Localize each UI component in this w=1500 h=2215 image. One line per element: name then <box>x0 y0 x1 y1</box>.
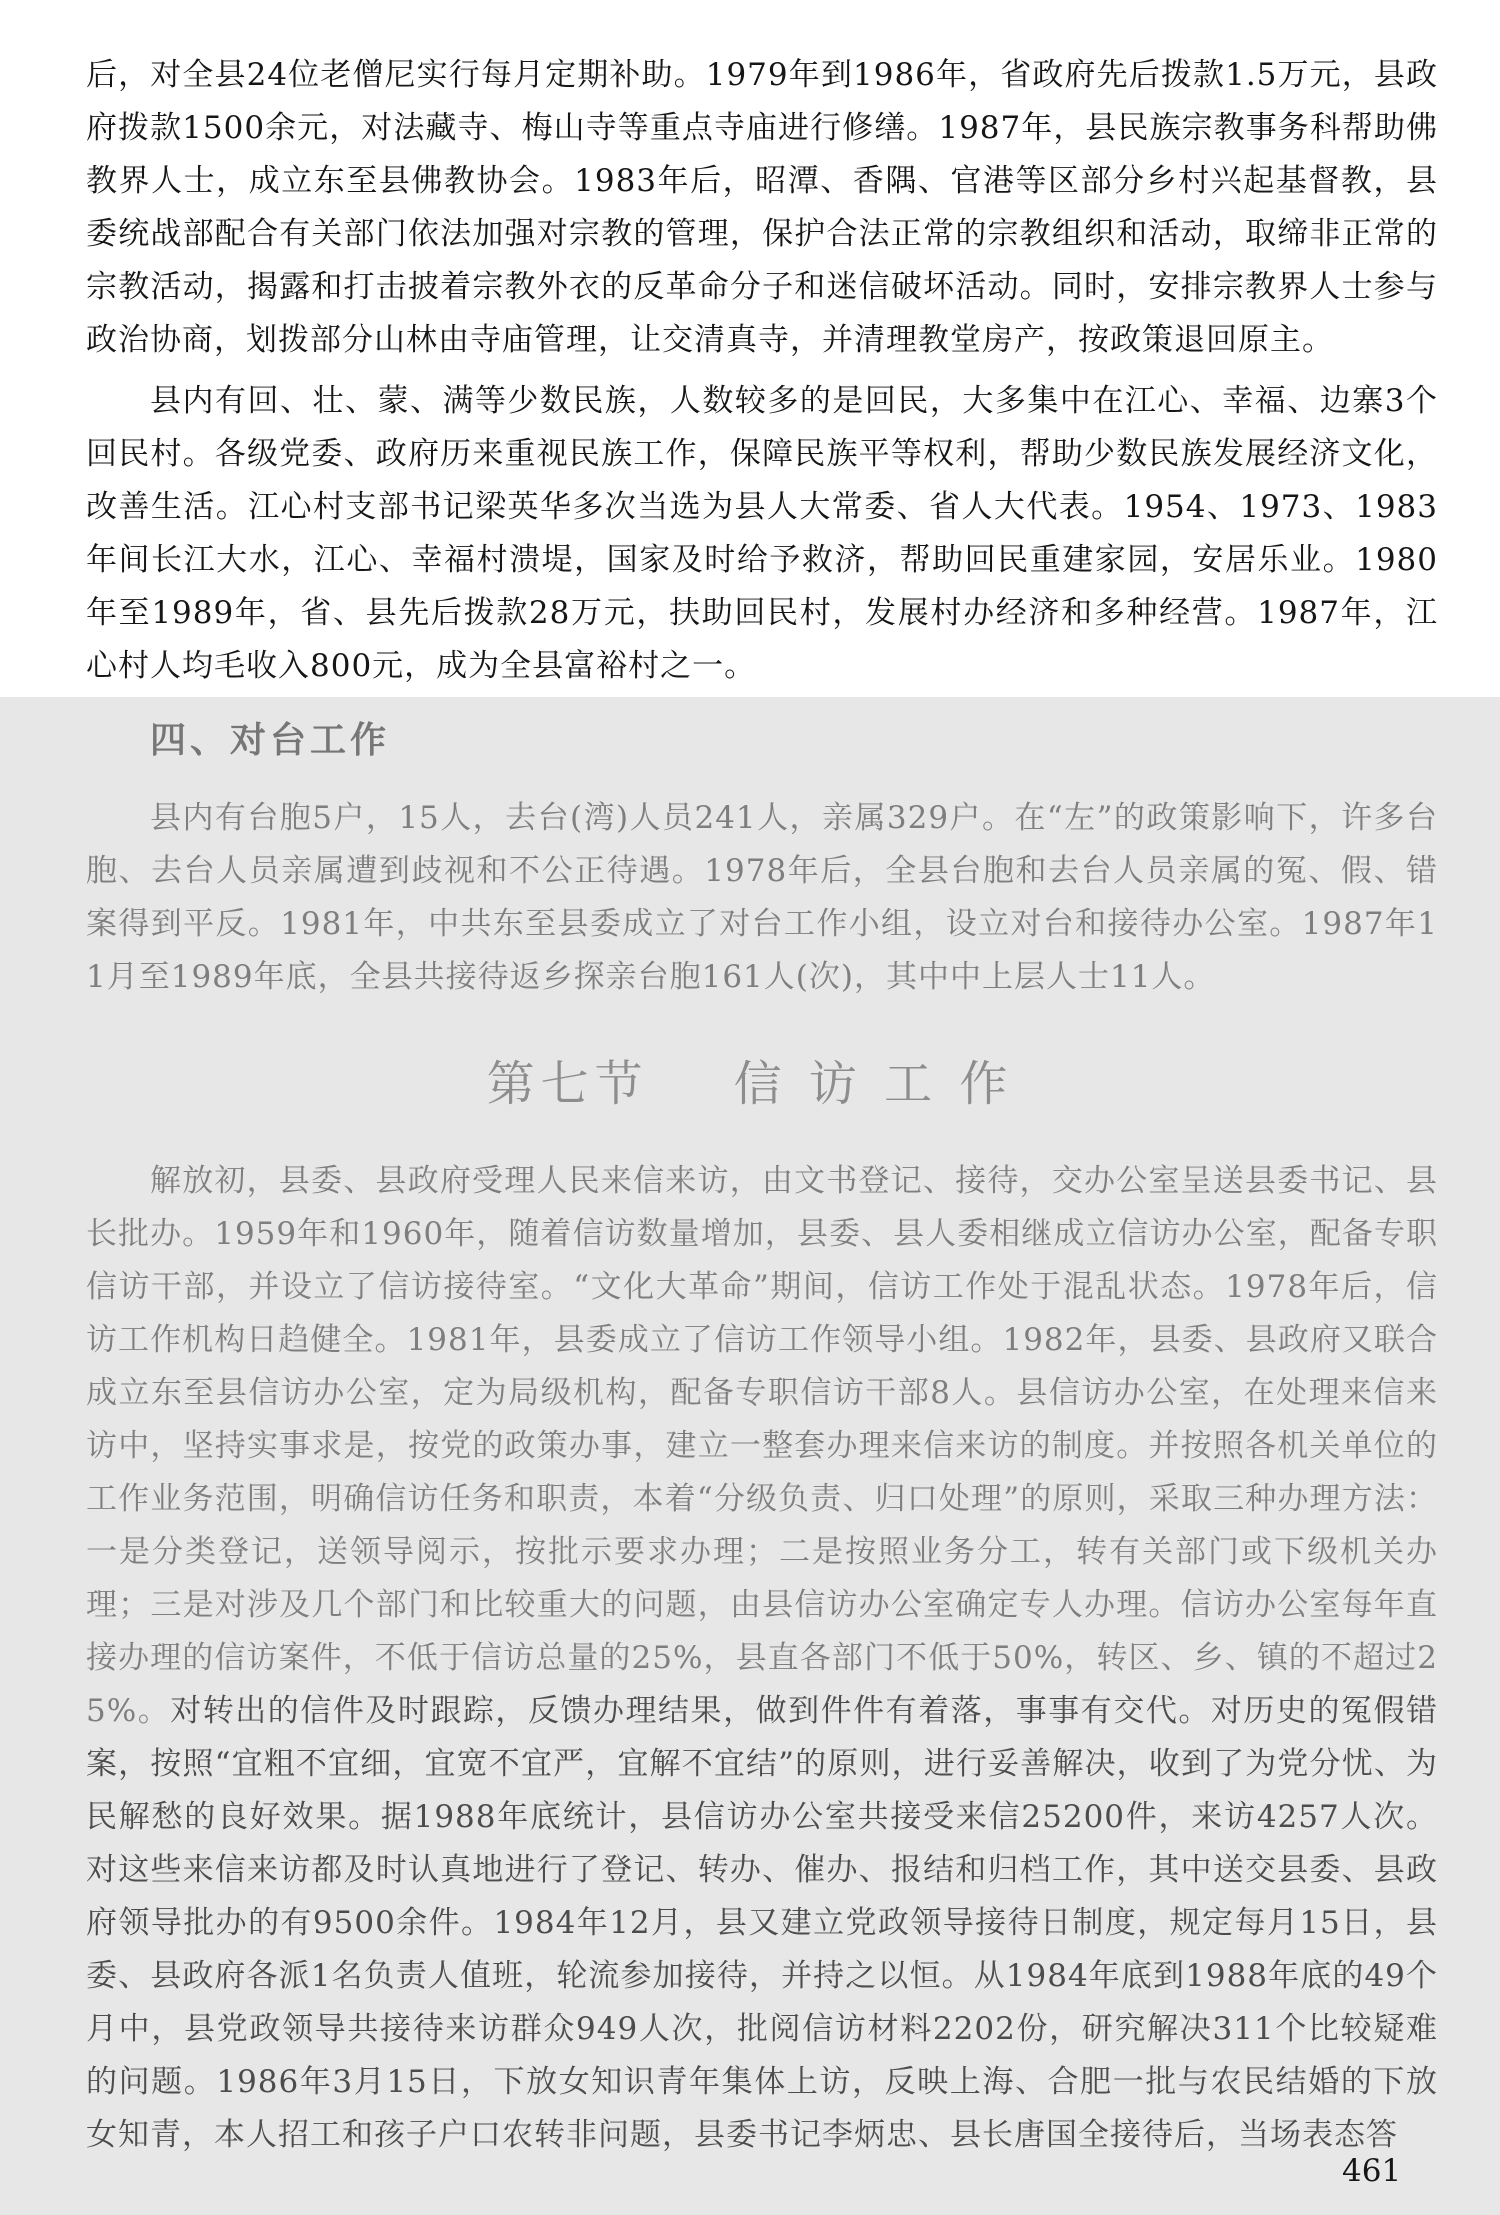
petition-section-title: 第七节 信 访 工 作 <box>486 1056 1014 1112</box>
petition-paragraph-part-2: 对转出的信件及时跟踪，反馈办理结果，做到件件有着落，事事有交代。对历史的冤假错案，按照“宜粗不宜细，宜宽不宜严，宜解不宜结”的原则，进行妥善解决，收到了为党分忧、为民解愁的良好效果。据1988年底统计，县信访办公室共接受来信25200件，来访4257人次。对这些来信来访都及时认真地进行了登记、转办、催办、报结和归档工作，其中送交县委、县政府领导批办的有9500余件。1984年12月，县又建立党政领导接待日制度，规定每月15日，县委、县政府各派1名负责人值班，轮流参加接待，并持之以恒。从1984年底到1988年底的49个月中，县党政领导共接待来访群众949人次，批阅信访材料2202份，研究解决311个比较疑难的问题。1986年3月15日，下放女知识青年集体上访，反映上海、合肥一批与农民结婚的下放女知青，本人招工和孩子户口农转非问题，县委书记李炳忠、县长唐国全接待后，当场表态答 <box>86 1693 1439 2153</box>
taiwan-work-paragraph: 县内有台胞5户，15人，去台(湾)人员241人，亲属329户。在“左”的政策影响下，许多台胞、去台人员亲属遭到歧视和不公正待遇。1978年后，全县台胞和去台人员亲属的冤、假、错案得到平反。1981年，中共东至县委成立了对台工作小组，设立对台和接待办公室。1987年11月至1989年底，全县共接待返乡探亲台胞161人(次)，其中中上层人士11人。 <box>86 800 1438 995</box>
intro-text-block <box>86 49 1438 693</box>
petition-text-block <box>86 1155 1438 2162</box>
taiwan-text-block <box>86 792 1438 1004</box>
religion-paragraph: 后，对全县24位老僧尼实行每月定期补助。1979年到1986年，省政府先后拨款1.5万元，县政府拨款1500余元，对法藏寺、梅山寺等重点寺庙进行修缮。1987年，县民族宗教事务科帮助佛教界人士，成立东至县佛教协会。1983年后，昭潭、香隅、官港等区部分乡村兴起基督教，县委统战部配合有关部门依法加强对宗教的管理，保护合法正常的宗教组织和活动，取缔非正常的宗教活动，揭露和打击披着宗教外衣的反革命分子和迷信破坏活动。同时，安排宗教界人士参与政治协商，划拨部分山林由寺庙管理，让交清真寺，并清理教堂房产，按政策退回原主。 <box>86 57 1438 358</box>
ethnic-minorities-paragraph: 县内有回、壮、蒙、满等少数民族，人数较多的是回民，大多集中在江心、幸福、边寨3个回民村。各级党委、政府历来重视民族工作，保障民族平等权利，帮助少数民族发展经济文化，改善生活。江心村支部书记梁英华多次当选为县人大常委、省人大代表。1954、1973、1983年间长江大水，江心、幸福村溃堤，国家及时给予救济，帮助回民重建家园，安居乐业。1980年至1989年，省、县先后拨款28万元，扶助回民村，发展村办经济和多种经营。1987年，江心村人均毛收入800元，成为全县富裕村之一。 <box>86 383 1438 684</box>
page-number: 461 <box>1342 2153 1402 2189</box>
petition-paragraph-part-1: 解放初，县委、县政府受理人民来信来访，由文书登记、接待，交办公室呈送县委书记、县长批办。1959年和1960年，随着信访数量增加，县委、县人委相继成立信访办公室，配备专职信访干部，并设立了信访接待室。“文化大革命”期间，信访工作处于混乱状态。1978年后，信访工作机构日趋健全。1981年，县委成立了信访工作领导小组。1982年，县委、县政府又联合成立东至县信访办公室，定为局级机构，配备专职信访干部8人。县信访办公室，在处理来信来访中，坚持实事求是，按党的政策办事，建立一整套办理来信来访的制度。并按照各机关单位的工作业务范围，明确信访任务和职责，本着“分级负责、归口处理”的原则，采取三种办理方法：一是分类登记，送领导阅示，按批示要求办理；二是按照业务分工，转有关部门或下级机关办理；三是对涉及几个部门和比较重大的问题，由县信访办公室确定专人办理。信访办公室每年直接办理的信访案件，不低于信访总量的25%，县直各部门不低于50%，转区、乡、镇的不超过25%。 <box>86 1163 1438 1729</box>
petition-work-paragraph <box>86 1155 1438 2162</box>
taiwan-work-heading: 四、对台工作 <box>150 720 391 761</box>
